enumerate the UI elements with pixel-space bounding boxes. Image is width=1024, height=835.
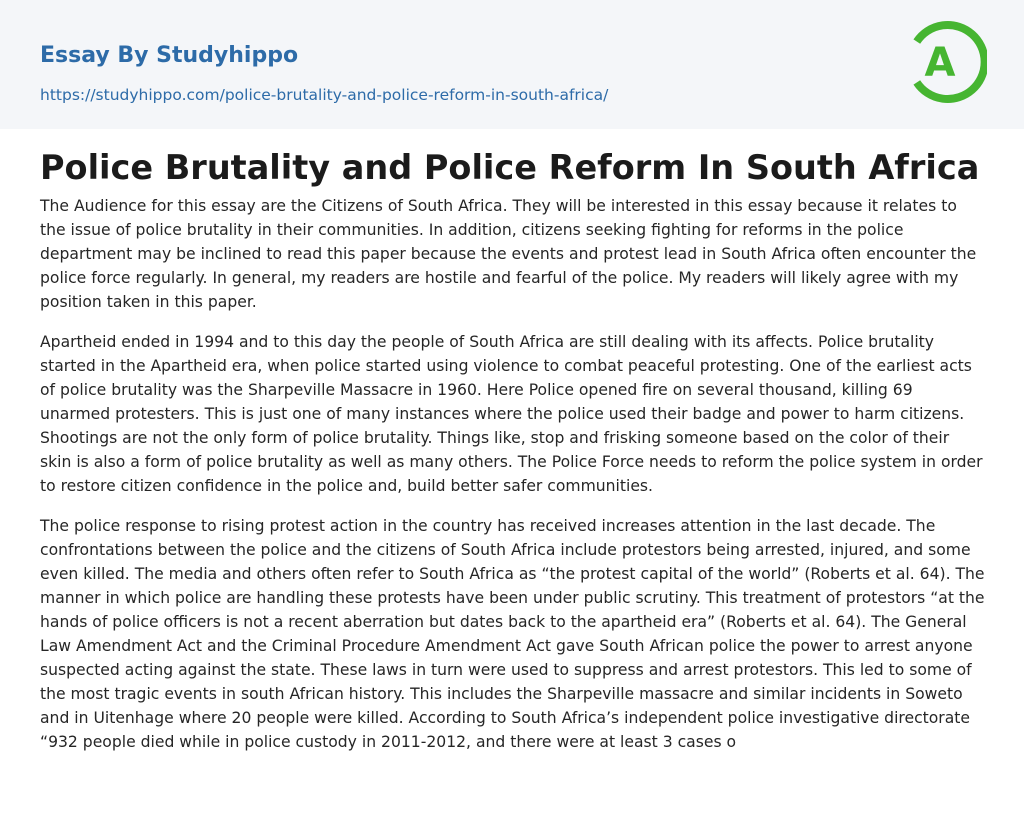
essay-paragraph: Apartheid ended in 1994 and to this day the people of South Africa are still dealing with its affects. Police brutality started in the Apartheid era, when police started using violence to combat peaceful protesting. One of the earliest acts of police brutality was the Sharpeville Massacre in 1960. Here Police opened fire on several thousand, killing 69 unarmed protesters. This is just one of many instances where the police used their badge and power to harm citizens. Shootings are not the only form of police brutality. Things like, stop and frisking someone based on the color of their skin is also a form of police brutality as well as many others. The Police Force needs to reform the police system in order to restore citizen confidence in the police and, build better safer communities. — [40, 333, 983, 495]
essay-title: Police Brutality and Police Reform In South Africa — [40, 148, 980, 187]
studyhippo-logo-icon[interactable] — [911, 18, 987, 106]
essay-body — [40, 194, 985, 770]
essay-url-link[interactable]: https://studyhippo.com/police-brutality-and-police-reform-in-south-africa/ — [40, 86, 609, 104]
essay-paragraph: The Audience for this essay are the Citizens of South Africa. They will be interested in this essay because it relates to the issue of police brutality in their communities. In addition, citizens seeking fighting for reforms in the police department may be inclined to read this paper because the events and protest lead in South Africa often encounter the police force regularly. In general, my readers are hostile and fearful of the police. My readers will likely agree with my position taken in this paper. — [40, 197, 977, 311]
essay-paragraph: The police response to rising protest action in the country has received increases attention in the last decade. The confrontations between the police and the citizens of South Africa include protestors being arrested, injured, and some even killed. The media and others often refer to South Africa as “the protest capital of the world” (Roberts et al. 64). The manner in which police are handling these protests have been under public scrutiny. This treatment of protestors “at the hands of police officers is not a recent aberration but dates back to the apartheid era” (Roberts et al. 64). The General Law Amendment Act and the Criminal Procedure Amendment Act gave South African police the power to arrest anyone suspected acting against the state. These laws in turn were used to suppress and arrest protestors. This led to some of the most tragic events in south African history. This includes the Sharpeville massacre and similar incidents in Soweto and in Uitenhage where 20 people were killed. According to South Africa’s independent police investigative directorate “932 people died while in police custody in 2011-2012, and there were at least 3 cases o — [40, 517, 985, 751]
logo-letter: A — [924, 40, 956, 86]
site-brand[interactable]: Essay By Studyhippo — [40, 43, 299, 68]
site-header — [0, 0, 1024, 129]
